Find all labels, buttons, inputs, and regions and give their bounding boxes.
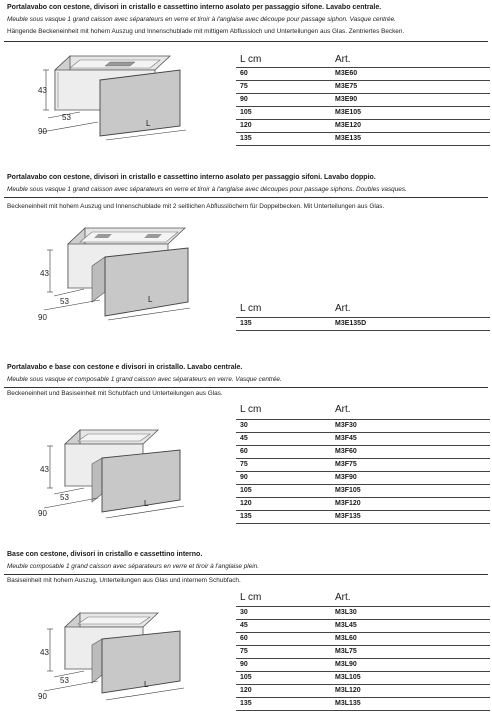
length-cell: 30 [240,422,248,429]
cabinet-drawing [40,605,230,705]
article-cell: M3L30 [335,609,357,616]
table-header-article: Art. [335,54,351,65]
length-cell: 120 [240,687,252,694]
length-cell: 75 [240,648,248,655]
length-label: L [146,119,151,128]
height-label: 43 [38,86,47,95]
length-cell: 45 [240,435,248,442]
table-row [236,646,490,659]
section-desc-de: Beckeneinheit mit hohem Auszug und Innenschublade mit 2 seitlichen Abflusslöchern für Doppelbecken. Mit Unterteilungen aus Glas. [7,203,385,210]
section-title-it: Portalavabo con cestone, divisori in cristallo e cassettino interno asolato per passaggio sifone. Lavabo centrale. [7,4,382,11]
article-cell: M3L60 [335,635,357,642]
table-row [236,511,490,524]
length-cell: 135 [240,513,252,520]
table-header-article: Art. [335,404,351,415]
table-row [236,459,490,472]
table-header-length: L cm [240,303,262,314]
article-cell: M3F105 [335,487,361,494]
cabinet-drawing [40,48,230,143]
depth-label: 53 [60,493,69,502]
length-cell: 120 [240,122,252,129]
length-cell: 105 [240,487,252,494]
table-header-length: L cm [240,404,262,415]
article-cell: M3F120 [335,500,361,507]
height-label: 43 [40,269,49,278]
depth-label: 53 [60,676,69,685]
section-divider [4,574,488,575]
length-cell: 90 [240,96,248,103]
product-section-2 [0,170,492,350]
table-row [236,620,490,633]
article-cell: M3E60 [335,70,358,77]
table-header-length: L cm [240,592,262,603]
cabinet-drawing [40,222,230,322]
article-cell: M3L135 [335,700,361,707]
length-cell: 60 [240,70,248,77]
table-row [236,485,490,498]
product-section-3 [0,360,492,540]
width-total-label: 90 [38,692,47,701]
length-cell: 120 [240,500,252,507]
section-title-it: Portalavabo e base con cestone e divisori in cristallo. Lavabo centrale. [7,364,243,371]
table-row [236,472,490,485]
section-desc-fr: Meuble sous vasque et composable 1 grand caisson avec séparateurs en verre. Vasque centrée. [7,376,282,383]
length-cell: 60 [240,635,248,642]
article-cell: M3E135D [335,320,367,327]
article-cell: M3F75 [335,461,357,468]
section-divider [4,387,488,388]
article-cell: M3F60 [335,448,357,455]
article-cell: M3E105 [335,109,362,116]
section-desc-de: Hängende Beckeneinheit mit hohem Auszug und Innenschublade mit mittigem Abflussloch und Unterteilungen aus Glas. Zentriertes Becken. [7,28,405,35]
height-label: 43 [40,465,49,474]
length-cell: 75 [240,461,248,468]
table-header-length: L cm [240,54,262,65]
article-cell: M3F45 [335,435,357,442]
table-header-article: Art. [335,303,351,314]
width-total-label: 90 [38,509,47,518]
table-row [236,420,490,433]
length-cell: 105 [240,109,252,116]
table-header-article: Art. [335,592,351,603]
article-cell: M3E75 [335,83,358,90]
article-cell: M3F30 [335,422,357,429]
table-row [236,107,490,120]
depth-label: 53 [62,113,71,122]
section-title-it: Base con cestone, divisori in cristallo e cassettino interno. [7,551,203,558]
section-divider [4,41,488,42]
height-label: 43 [40,648,49,657]
table-row [236,498,490,511]
length-cell: 135 [240,700,252,707]
table-row [236,433,490,446]
article-cell: M3L75 [335,648,357,655]
table-row [236,672,490,685]
length-cell: 135 [240,135,252,142]
length-label: L [148,295,153,304]
product-section-1 [0,0,492,170]
table-row [236,607,490,620]
article-cell: M3F135 [335,513,361,520]
article-cell: M3L105 [335,674,361,681]
length-cell: 60 [240,448,248,455]
table-row [236,446,490,459]
article-cell: M3E120 [335,122,362,129]
length-cell: 90 [240,661,248,668]
width-total-label: 90 [38,313,47,322]
table-row [236,698,490,711]
article-cell: M3L90 [335,661,357,668]
length-label: L [144,680,149,689]
length-cell: 105 [240,674,252,681]
table-row [236,318,490,331]
table-row [236,133,490,146]
table-row [236,94,490,107]
length-cell: 90 [240,474,248,481]
cabinet-drawing [40,422,230,522]
length-cell: 45 [240,622,248,629]
length-cell: 30 [240,609,248,616]
length-label: L [144,499,149,508]
section-desc-fr: Meuble sous vasque 1 grand caisson avec séparateurs en verre et tiroir à l'anglaise avec découpe pour passage siphon. Vasque centrée. [7,16,396,23]
table-row [236,120,490,133]
section-divider [4,197,488,198]
width-total-label: 90 [38,127,47,136]
length-cell: 75 [240,83,248,90]
table-row [236,659,490,672]
section-desc-de: Basiseinheit mit hohem Auszug, Unterteilungen aus Glas und internem Schubfach. [7,577,241,584]
article-cell: M3L45 [335,622,357,629]
table-row [236,81,490,94]
product-section-4 [0,547,492,720]
section-desc-fr: Meuble composable 1 grand caisson avec séparateurs en verre et tiroir à l'anglaise plein. [7,563,260,570]
length-cell: 135 [240,320,252,327]
section-desc-de: Beckeneinheit und Basiseinheit mit Schubfach und Unterteilungen aus Glas. [7,390,223,397]
article-cell: M3L120 [335,687,361,694]
section-title-it: Portalavabo con cestone, divisori in cristallo e cassettino interno asolato per passaggio sifoni. Lavabo doppio. [7,174,376,181]
table-row [236,633,490,646]
depth-label: 53 [60,297,69,306]
section-desc-fr: Meuble sous vasque 1 grand caisson avec séparateurs en verre et tiroir à l'anglaise avec découpes pour passage siphons. Doubles vasques. [7,186,407,193]
table-row [236,685,490,698]
article-cell: M3F90 [335,474,357,481]
table-row [236,68,490,81]
article-cell: M3E90 [335,96,358,103]
article-cell: M3E135 [335,135,362,142]
